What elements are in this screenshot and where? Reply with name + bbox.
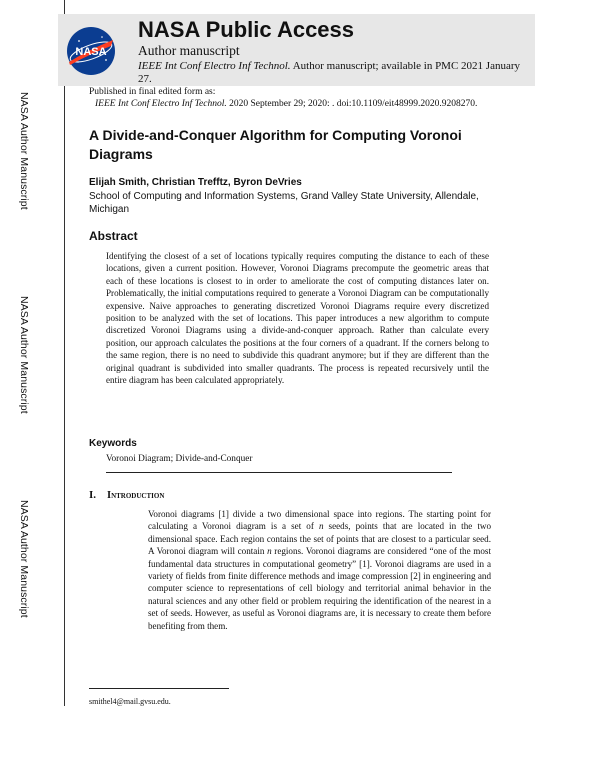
sidebar-label: NASA Author Manuscript [18, 296, 30, 414]
sidebar-label: NASA Author Manuscript [18, 500, 30, 618]
sidebar-label: NASA Author Manuscript [18, 92, 30, 210]
header-title: NASA Public Access [138, 17, 355, 42]
nasa-logo-icon [66, 26, 116, 76]
section-number: I. [89, 489, 97, 501]
published-label: Published in final edited form as: [89, 87, 216, 97]
paper-title: A Divide-and-Conquer Algorithm for Computing Voronoi Diagrams [89, 127, 462, 162]
intro-paragraph: Voronoi diagrams [1] divide a two dimensional space into regions. The starting point for calculating a Voronoi diagram is a set of n seeds, points that are located in the two dimensional space. Each region contains the set of points that are closest to a particular seed. A Voronoi diagram will contain n regions. Voronoi diagrams are considered “one of the most fundamental data structures in computational geometry” [1]. Voronoi diagrams are used in a variety of fields from finite difference methods and image compression [2] in engineering and computer science to representations of cell biology and territorial animal behavior in the natural sciences and any other field or problem requiring the identification of the nearest in a set of seeds. However, as useful as Voronoi diagrams are, it is necessary to create them before benefiting from them. [148, 509, 491, 631]
header-subtitle: Author manuscript [138, 43, 240, 58]
section-heading [89, 489, 164, 501]
header-journal: IEEE Int Conf Electro Inf Technol. [138, 60, 291, 72]
published-details: 2020 September 29; 2020: . doi:10.1109/eit48999.2020.9208270. [229, 98, 478, 109]
published-info [89, 87, 477, 110]
paper-authors: Elijah Smith, Christian Trefftz, Byron DeVries [89, 177, 302, 188]
keywords-text: Voronoi Diagram; Divide-and-Conquer [106, 454, 253, 464]
footnote-divider [89, 688, 229, 689]
margin-divider [64, 0, 65, 706]
published-journal: IEEE Int Conf Electro Inf Technol. [95, 98, 227, 109]
svg-text:NASA: NASA [75, 46, 107, 58]
divider [106, 472, 452, 473]
paper-affiliation: School of Computing and Information Systems, Grand Valley State University, Allendale, Michigan [89, 191, 479, 215]
keywords-heading: Keywords [89, 438, 137, 449]
footnote-email: smithel4@mail.gvsu.edu. [89, 697, 171, 706]
section-title: Introduction [107, 490, 165, 501]
header-availability: Author manuscript; available in PMC 2021 January 27. [138, 60, 521, 85]
abstract-text: Identifying the closest of a set of locations typically requires computing the distance to each of these locations, given a current position. However, Voronoi Diagrams precompute the geometric areas that each of these locations is closest to in order to ameliorate the cost of computing distances later on. Problematically, the initial computations required to generate a Voronoi Diagram can be computationally expensive. Naive approaches to generating discretized Voronoi Diagrams require every discretized position to be analyzed with the set of locations. This paper introduces a new algorithm to compute discretized Voronoi Diagrams using a divide-and-conquer approach. Rather than calculate every position, our approach calculates the positions at the four corners of a quadrant. If the corners belong to the same region, there is no need to subdivide this quadrant anymore; but if they are different than the original quadrant is subdivided into smaller quadrants. The process is repeated recursively until the entire diagram has been calculated appropriately. [106, 251, 489, 386]
header-citation [138, 60, 530, 85]
abstract-heading: Abstract [89, 229, 138, 243]
nasa-header [58, 14, 535, 86]
